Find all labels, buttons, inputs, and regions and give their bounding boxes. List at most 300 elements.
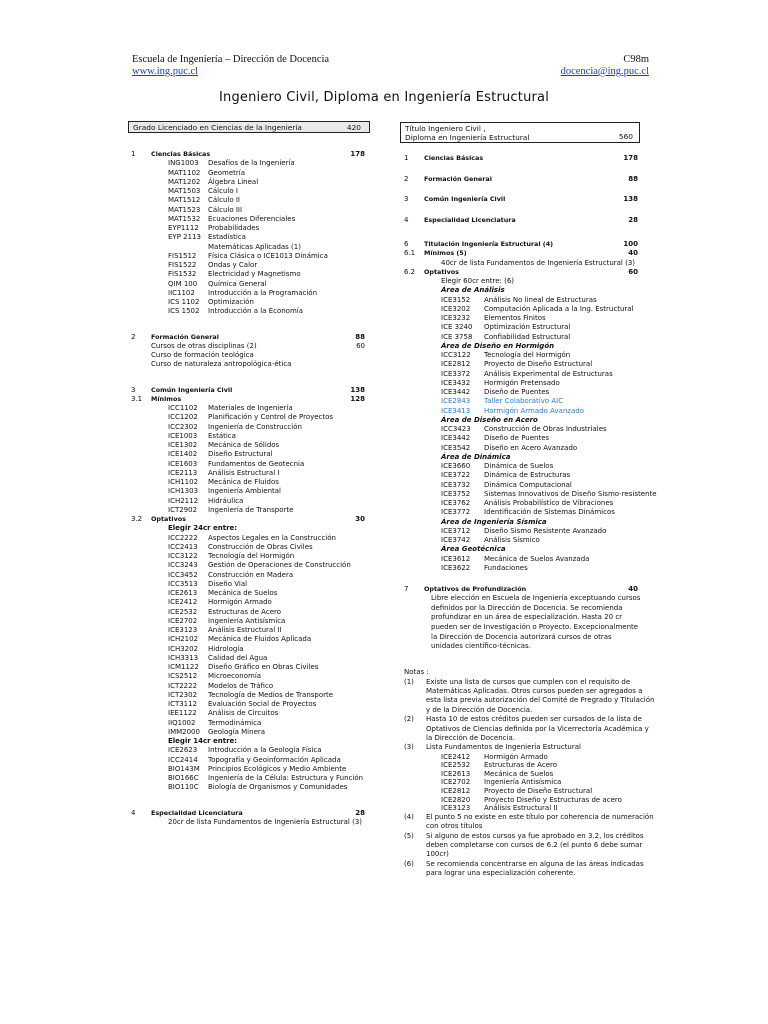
course-code: QIM 100 <box>168 279 198 288</box>
course-code: BIO166C <box>168 774 199 782</box>
course-name: Dinámica de Estructuras <box>484 471 571 480</box>
note-text: Lista Fundamentos de Ingeniería Estructural <box>426 743 581 752</box>
area-heading <box>404 518 644 527</box>
course-code: ICE1003 <box>168 431 198 440</box>
summary-item <box>404 216 644 237</box>
course-code: ICC3243 <box>168 561 198 570</box>
course-name: Diseño Vial <box>208 579 248 588</box>
course-name: Principios Ecológicos y Medio Ambiente <box>208 764 347 773</box>
course-name: Mecánica de Suelos <box>208 589 278 597</box>
course-name: Microeconomía <box>208 672 262 681</box>
course-name: Hormigón Armado <box>484 752 548 761</box>
section-title: Titulación Ingeniería Estructural (4) <box>424 240 554 248</box>
course-row <box>131 243 371 252</box>
course-row <box>404 527 644 536</box>
course-list <box>131 404 371 515</box>
course-code: ICH1303 <box>168 487 199 496</box>
course-name: Ingeniería de la Célula: Estructura y Función <box>208 774 364 782</box>
course-name: Ingeniería Ambiental <box>208 487 281 496</box>
section-number: 3 <box>131 385 136 394</box>
course-name: Hormigón Armado Avanzado <box>484 406 584 415</box>
course-code: ICT3112 <box>168 700 198 708</box>
email-link[interactable]: docencia@ing.puc.cl <box>560 66 649 77</box>
section-credits: 40 <box>628 585 638 593</box>
section-number: 1 <box>404 154 409 162</box>
course-code: ICE3123 <box>168 626 198 634</box>
section-number: 2 <box>404 174 409 183</box>
course-row <box>131 178 371 187</box>
course-row <box>131 351 371 360</box>
note-number: (4) <box>404 812 414 821</box>
course-name: Sistemas Innovativos de Diseño Sismo-resistente <box>484 489 657 498</box>
course-row <box>131 672 371 681</box>
course-code: ICC3452 <box>168 570 198 579</box>
course-code: ICE2412 <box>168 598 198 607</box>
course-row <box>131 169 371 178</box>
course-code: ICE2702 <box>441 778 471 787</box>
section-heading <box>404 585 644 594</box>
section-credits: 178 <box>350 150 365 158</box>
course-code: ICH1102 <box>168 478 199 486</box>
course-name: Identificación de Sistemas Dinámicos <box>484 508 615 517</box>
note-text: Hasta 10 de estos créditos pueden ser cursados de la lista de Optativos de Ciencias definida por la Vicerrectoría Académica y la Dirección de Docencia. <box>426 715 649 742</box>
course-code: ICE2113 <box>168 468 198 477</box>
course-name: Proyecto Diseño y Estructuras de acero <box>484 795 622 804</box>
course-code: ICE3742 <box>441 536 471 544</box>
note-text: El punto 5 no existe en este título por coherencia de numeración con otros títulos <box>426 812 654 831</box>
section-title: Optativos <box>151 515 186 523</box>
course-code: ICT2222 <box>168 681 198 690</box>
course-list <box>131 746 371 792</box>
section-number: 6.2 <box>404 267 416 276</box>
course-row <box>131 543 371 552</box>
course-name: Matemáticas Aplicadas (1) <box>208 242 301 251</box>
course-name: Mecánica de Fluidos <box>208 478 279 486</box>
area-title: Área de Ingeniería Sísmica <box>441 517 547 526</box>
course-code: MAT1523 <box>168 205 201 214</box>
course-code: ICE1302 <box>168 441 198 449</box>
area-title: Área de Diseño en Acero <box>441 415 538 424</box>
course-name: Desafíos de la Ingeniería <box>208 159 295 168</box>
section-heading <box>404 240 644 249</box>
course-row <box>131 261 371 270</box>
section-heading <box>131 386 371 395</box>
course-code: ICE 3758 <box>441 332 473 341</box>
section-title: Especialidad Licenciatura <box>151 808 243 817</box>
course-code: MAT1102 <box>168 168 201 177</box>
section-credits: 138 <box>350 385 365 394</box>
subsection-heading <box>404 249 644 258</box>
section-title: Formación General <box>424 174 492 183</box>
course-code: BIO110C <box>168 783 199 792</box>
course-name: Dinámica Computacional <box>484 480 572 489</box>
section-title: Formación General <box>151 332 219 341</box>
course-name: Hidrología <box>208 644 244 653</box>
section-heading <box>131 150 371 159</box>
course-row <box>131 709 371 718</box>
course-row <box>404 388 644 397</box>
course-row <box>131 215 371 224</box>
course-code: ICE3442 <box>441 434 471 443</box>
course-name: Diseño Estructural <box>208 450 273 459</box>
course-code: MAT1503 <box>168 187 201 195</box>
course-code: ICE1402 <box>168 450 198 459</box>
course-row <box>131 478 371 487</box>
course-row <box>404 508 644 517</box>
note-number: (3) <box>404 743 414 752</box>
course-name: Ecuaciones Diferenciales <box>208 214 296 223</box>
course-name: Biología de Organismos y Comunidades <box>208 783 348 792</box>
course-code: ICT2902 <box>168 505 198 514</box>
course-code: ICE2613 <box>441 769 471 778</box>
course-code: EYP 2113 <box>168 233 201 242</box>
course-name: Gestión de Operaciones de Construcción <box>208 561 351 570</box>
course-row <box>131 746 371 755</box>
course-row <box>131 635 371 644</box>
area-heading <box>404 545 644 554</box>
course-name: Diseño de Puentes <box>484 388 550 396</box>
course-row <box>131 663 371 672</box>
course-row <box>131 159 371 168</box>
course-row <box>131 469 371 478</box>
course-code: ICE3752 <box>441 489 471 498</box>
course-row <box>131 783 371 792</box>
course-code: ICE3232 <box>441 314 471 322</box>
course-code: ICE3772 <box>441 508 471 517</box>
subsection-heading <box>131 395 371 404</box>
course-name: Cursos de otras disciplinas (2) <box>151 341 257 350</box>
note-number: (1) <box>404 677 414 686</box>
course-code: FIS1522 <box>168 261 197 269</box>
course-name: Estructuras de Acero <box>484 761 558 770</box>
course-code: ICH2112 <box>168 496 199 505</box>
area-heading <box>404 453 644 462</box>
course-code: ICE3732 <box>441 480 471 489</box>
summary-list <box>404 154 644 236</box>
course-name: Probabilidades <box>208 224 260 232</box>
course-name: Hormigón Pretensado <box>484 378 560 387</box>
course-name: Construcción en Madera <box>208 570 294 579</box>
course-credits: 60 <box>356 341 365 350</box>
course-name: Introducción a la Programación <box>208 288 318 297</box>
course-code: FIS1532 <box>168 270 197 279</box>
course-row <box>404 397 644 406</box>
course-code: ICE3762 <box>441 499 471 507</box>
course-name: Elementos Finitos <box>484 314 546 322</box>
notes-list <box>404 677 655 753</box>
title-box-line1: Título Ingeniero Civil , <box>405 124 486 133</box>
course-code: ICC2414 <box>168 755 198 764</box>
course-name: Química General <box>208 279 267 288</box>
course-code: ICH2102 <box>168 635 199 644</box>
course-code: ICE3152 <box>441 295 471 304</box>
course-row <box>131 774 371 783</box>
course-row <box>404 499 644 508</box>
course-row <box>404 796 644 805</box>
course-name: Optimización <box>208 298 254 306</box>
course-row <box>131 654 371 663</box>
course-code: MAT1512 <box>168 196 201 205</box>
course-row <box>404 360 644 369</box>
course-row <box>404 753 644 762</box>
course-code: ICE2623 <box>168 746 198 755</box>
course-name: Materiales de Ingeniería <box>208 404 293 412</box>
right-column <box>404 154 657 879</box>
course-name: Cálculo I <box>208 187 238 195</box>
grade-box-label: Grado Licenciado en Ciencias de la Ingeniería <box>133 123 302 132</box>
note-item <box>404 743 644 752</box>
course-name: Cálculo II <box>208 196 240 205</box>
course-code: ICC2302 <box>168 422 198 431</box>
notes-title: Notas : <box>404 668 429 677</box>
course-row <box>404 444 644 453</box>
course-code: ICE3442 <box>441 388 471 396</box>
section-credits: 178 <box>623 154 638 162</box>
course-name: Geología Minera <box>208 727 266 736</box>
course-name: Mecánica de Sólidos <box>208 441 280 449</box>
course-name: Taller Colaborativo AIC <box>484 397 564 406</box>
course-code: ICC3122 <box>441 351 471 359</box>
course-name: Planificación y Control de Proyectos <box>208 413 334 422</box>
course-code: IIQ1002 <box>168 718 196 727</box>
course-row <box>131 691 371 700</box>
course-row <box>131 487 371 496</box>
course-name: Análisis No lineal de Estructuras <box>484 295 597 304</box>
course-row <box>131 307 371 316</box>
course-row <box>131 552 371 561</box>
website-link[interactable]: www.ing.puc.cl <box>132 66 199 77</box>
course-row <box>131 441 371 450</box>
course-code: ICE3413 <box>441 406 471 415</box>
document-code: C98m <box>623 54 649 65</box>
section-number: 7 <box>404 585 409 593</box>
subsection-heading <box>404 268 644 277</box>
section-number: 6.1 <box>404 249 416 258</box>
course-row <box>131 289 371 298</box>
section-title: Optativos de Profundización <box>424 585 527 593</box>
section-number: 4 <box>404 215 409 224</box>
course-code: ICH3202 <box>168 644 199 653</box>
course-code: ICE2820 <box>441 795 471 804</box>
course-code: ICC2413 <box>168 542 198 551</box>
course-code: ICS 1102 <box>168 298 200 306</box>
course-name: Electricidad y Magnetismo <box>208 270 301 279</box>
section-title: Mínimos <box>151 394 182 403</box>
course-row <box>131 534 371 543</box>
title-box-line2: Diploma en Ingeniería Estructural <box>405 133 530 142</box>
course-code: ICE2843 <box>441 397 471 406</box>
course-row <box>404 536 644 545</box>
course-name: Tecnología de Medios de Transporte <box>208 690 334 699</box>
course-name: Computación Aplicada a la Ing. Estructural <box>484 304 634 313</box>
course-name: Análisis Sísmico <box>484 536 540 544</box>
course-code: ICC1202 <box>168 413 198 422</box>
electives-description: Libre elección en Escuela de Ingeniería exceptuando cursos definidos por la Dirección de Docencia. Se recomienda profundizar en un área de especialización. Hasta 20 cr pueden ser de Investigación o Proyecto. Excepcionalmente la Dirección de Docencia autorizará cursos de otras unidades científico-técnicas. <box>431 594 641 651</box>
course-row <box>131 728 371 737</box>
course-row <box>131 626 371 635</box>
course-code: ING1003 <box>168 159 199 168</box>
course-code: IEE1122 <box>168 709 197 718</box>
course-name: Análisis Probabilístico de Vibraciones <box>484 499 614 507</box>
course-row <box>404 314 644 323</box>
course-name: Álgebra Lineal <box>208 177 259 186</box>
course-row <box>131 700 371 709</box>
title-box-credits: 560 <box>618 132 633 141</box>
course-row <box>131 497 371 506</box>
course-name: Análisis Estructural I <box>208 468 280 477</box>
course-row <box>404 462 644 471</box>
choose-label: Elegir 24cr entre: <box>168 524 238 533</box>
section-number: 3 <box>404 195 409 203</box>
course-name: Física Clásica o ICE1013 Dinámica <box>208 251 328 260</box>
course-name: Geometría <box>208 168 245 177</box>
course-name: Estadística <box>208 233 246 242</box>
section-credits: 28 <box>355 808 365 817</box>
grade-box <box>128 121 370 133</box>
course-code: ICE3432 <box>441 378 471 387</box>
course-name: Optimización Estructural <box>484 323 571 332</box>
course-row <box>131 450 371 459</box>
section-number: 3.2 <box>131 515 143 523</box>
note-number: (6) <box>404 859 414 868</box>
section-credits: 28 <box>628 215 638 224</box>
course-name: Fundamentos de Geotecnia <box>208 459 305 468</box>
course-name: Evaluación Social de Proyectos <box>208 700 317 708</box>
course-code: ICS2512 <box>168 672 198 681</box>
note-number: (2) <box>404 715 414 724</box>
course-name: Ingeniería de Transporte <box>208 505 294 514</box>
course-row <box>131 342 371 351</box>
course-code: ICE2532 <box>168 607 198 616</box>
section-heading <box>131 333 371 342</box>
course-list <box>131 534 371 738</box>
course-code: ICE2702 <box>168 616 198 625</box>
course-code: ICE2613 <box>168 589 198 597</box>
course-name: Construcción de Obras Industriales <box>484 425 607 433</box>
area-title: Área Geotécnica <box>441 545 506 554</box>
course-row <box>131 432 371 441</box>
course-row <box>131 756 371 765</box>
course-name: Diseño de Puentes <box>484 434 550 443</box>
course-row <box>131 413 371 422</box>
section-title: Ciencias Básicas <box>424 154 484 162</box>
course-row <box>404 434 644 443</box>
course-code: IIC1102 <box>168 288 195 297</box>
note-text: Si alguno de estos cursos ya fue aprobado en 3.2, los créditos deben completarse con cursos de 6.2 (el punto 6 debe sumar 100cr) <box>426 831 644 859</box>
course-name: Proyecto de Diseño Estructural <box>484 360 593 369</box>
course-name: Tecnología del Hormigón <box>484 351 571 359</box>
course-code: ICE2812 <box>441 360 471 369</box>
course-row <box>404 407 644 416</box>
course-row <box>131 765 371 774</box>
note-item <box>404 677 655 716</box>
course-name: Análisis Estructural II <box>208 626 282 634</box>
course-name: Construcción de Obras Civiles <box>208 542 313 551</box>
note-number: (5) <box>404 831 414 840</box>
section-number: 2 <box>131 332 136 341</box>
section-title: Optativos <box>424 267 459 276</box>
summary-item <box>404 175 644 196</box>
course-row <box>131 206 371 215</box>
course-code: ICM1122 <box>168 663 199 671</box>
course-name: Análisis Estructural II <box>484 804 558 813</box>
course-name: Curso de naturaleza antropológica-ética <box>151 360 292 369</box>
course-row <box>404 804 644 813</box>
course-row <box>404 564 644 573</box>
section-title: Mínimos (5) <box>424 249 467 258</box>
course-row <box>131 589 371 598</box>
area-title: Área de Dinámica <box>441 452 511 461</box>
note-item <box>404 812 654 832</box>
course-row <box>131 270 371 279</box>
course-name: Análisis Experimental de Estructuras <box>484 369 613 378</box>
section-credits: 128 <box>350 394 365 403</box>
course-row <box>404 370 644 379</box>
course-row <box>131 233 371 242</box>
section-credits: 88 <box>628 174 638 183</box>
section-credits: 30 <box>355 515 365 523</box>
course-row <box>404 379 644 388</box>
summary-item <box>404 154 644 175</box>
course-code: BIO143M <box>168 764 200 773</box>
section-credits: 138 <box>623 195 638 203</box>
course-row <box>131 645 371 654</box>
course-code: ICC3513 <box>168 579 198 588</box>
course-list <box>131 159 371 316</box>
note-item <box>404 860 644 879</box>
course-name: Introducción a la Geología Física <box>208 746 322 755</box>
area-heading <box>404 342 644 351</box>
note-item <box>404 832 644 860</box>
course-code: ICE3660 <box>441 462 471 470</box>
course-row <box>131 580 371 589</box>
course-name: Análisis de Circuitos <box>208 709 279 718</box>
area-list <box>404 286 657 573</box>
course-code: ICE3612 <box>441 554 471 563</box>
course-name: Diseño Sismo Resistente Avanzado <box>484 526 607 535</box>
grade-box-credits: 420 <box>346 123 361 132</box>
course-code: ICE1603 <box>168 459 198 468</box>
title-box <box>400 122 640 143</box>
course-row <box>404 296 644 305</box>
school-name: Escuela de Ingeniería – Dirección de Docencia <box>132 54 330 65</box>
notes-list <box>404 812 654 879</box>
summary-item <box>404 195 644 216</box>
course-row <box>404 761 644 770</box>
course-name: Diseño en Acero Avanzado <box>484 443 578 452</box>
course-code: IMM2000 <box>168 727 200 736</box>
course-name: Ingeniería Antisísmica <box>208 616 286 625</box>
section-credits: 100 <box>623 240 638 248</box>
section-credits: 60 <box>628 267 638 276</box>
course-row <box>131 280 371 289</box>
course-name: Tecnología del Hormigón <box>208 552 295 560</box>
course-name: Dinámica de Suelos <box>484 462 554 470</box>
left-column <box>131 150 371 827</box>
section-heading <box>131 809 371 818</box>
course-name: Estructuras de Acero <box>208 607 282 616</box>
course-row <box>131 608 371 617</box>
course-code: MAT1532 <box>168 214 201 223</box>
course-name: Aspectos Legales en la Construcción <box>208 533 336 542</box>
course-name: Topografía y Geoinformación Aplicada <box>208 755 341 764</box>
area-title: Área de Análisis <box>441 286 505 295</box>
course-name: Estática <box>208 431 236 440</box>
course-row <box>131 719 371 728</box>
course-name: Calidad del Agua <box>208 653 268 662</box>
course-row <box>404 351 644 360</box>
course-name: Proyecto de Diseño Estructural <box>484 787 593 796</box>
